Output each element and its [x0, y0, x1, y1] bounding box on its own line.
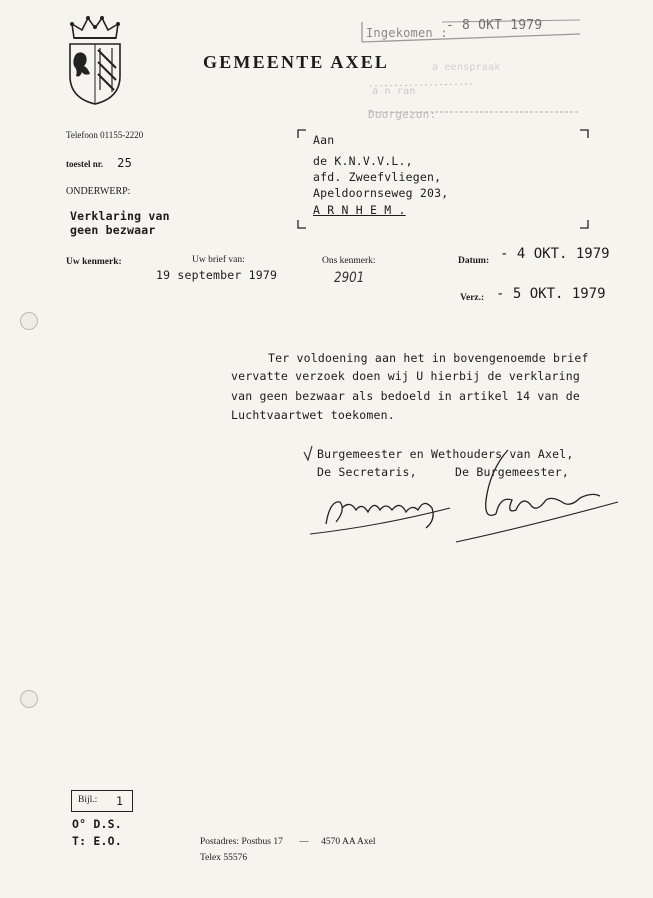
recipient-city: A R N H E M .	[313, 203, 406, 217]
your-ref-label: Uw kenmerk:	[66, 257, 122, 267]
attachments-label: Bijl.:	[78, 795, 98, 805]
stamp-line-2: a eenspraak	[432, 62, 501, 73]
subject-line-2: geen bezwaar	[70, 223, 156, 237]
telephone-number: 01155-2220	[100, 130, 144, 140]
municipality-title: GEMEENTE AXEL	[203, 52, 390, 72]
extension-number: 25	[117, 156, 133, 170]
date-label: Datum:	[458, 256, 490, 266]
recipient-line-2: afd. Zweefvliegen,	[313, 170, 442, 184]
telephone-label: Telefoon	[66, 130, 98, 140]
punch-hole-bottom	[20, 690, 38, 708]
stamp-line-3: a n ran	[372, 86, 416, 97]
sent-value: - 5 OKT. 1979	[496, 286, 606, 302]
handwritten-signatures	[300, 430, 630, 550]
recipient-to-label: Aan	[313, 133, 335, 147]
signature-mayor: De Burgemeester,	[455, 465, 569, 479]
body-line-4: Luchtvaartwet toekomen.	[231, 408, 395, 422]
code-line-1: O° D.S.	[72, 817, 122, 831]
subject-label: ONDERWERP:	[66, 186, 131, 197]
sent-label: Verz.:	[460, 293, 485, 303]
punch-hole-top	[20, 312, 38, 330]
postal-label: Postadres:	[200, 837, 240, 847]
telex: Telex 55576	[200, 853, 248, 863]
coat-of-arms-icon	[64, 10, 126, 106]
our-ref-label: Ons kenmerk:	[322, 256, 376, 266]
code-line-2: T: E.O.	[72, 834, 122, 848]
extension-label: toestel nr.	[66, 159, 104, 169]
recipient-line-3: Apeldoornseweg 203,	[313, 186, 449, 200]
attachments-box	[71, 790, 133, 812]
our-ref-number: 2901	[334, 270, 365, 286]
body-line-3: van geen bezwaar als bedoeld in artikel 14 van de	[231, 389, 581, 403]
body-line-1: Ter voldoening aan het in bovengenoemde brief	[268, 351, 589, 365]
postal-code: 4570 AA Axel	[321, 837, 376, 847]
date-value: - 4 OKT. 1979	[500, 246, 610, 262]
postal-value: Postbus 17	[241, 837, 283, 847]
attachments-count: 1	[116, 794, 124, 808]
recipient-line-1: de K.N.V.V.L.,	[313, 154, 413, 168]
signature-secretary: De Secretaris,	[317, 465, 417, 479]
your-letter-date: 19 september 1979	[156, 268, 278, 282]
postal-address	[200, 837, 376, 847]
postal-dash: —	[299, 837, 309, 847]
subject-line-1: Verklaring van	[70, 209, 170, 223]
stamp-received-label: Ingekomen :	[366, 26, 448, 40]
received-stamp	[352, 14, 582, 132]
extension-row	[66, 154, 132, 172]
your-letter-label: Uw brief van:	[192, 255, 245, 265]
telephone-row	[66, 130, 143, 140]
body-line-2: vervatte verzoek doen wij U hierbij de verklaring	[231, 369, 581, 383]
stamp-line-4: Doorgezon:	[368, 108, 437, 121]
stamp-received-date: - 8 OKT 1979	[446, 18, 543, 33]
signature-line-1: Burgemeester en Wethouders van Axel,	[317, 447, 574, 461]
